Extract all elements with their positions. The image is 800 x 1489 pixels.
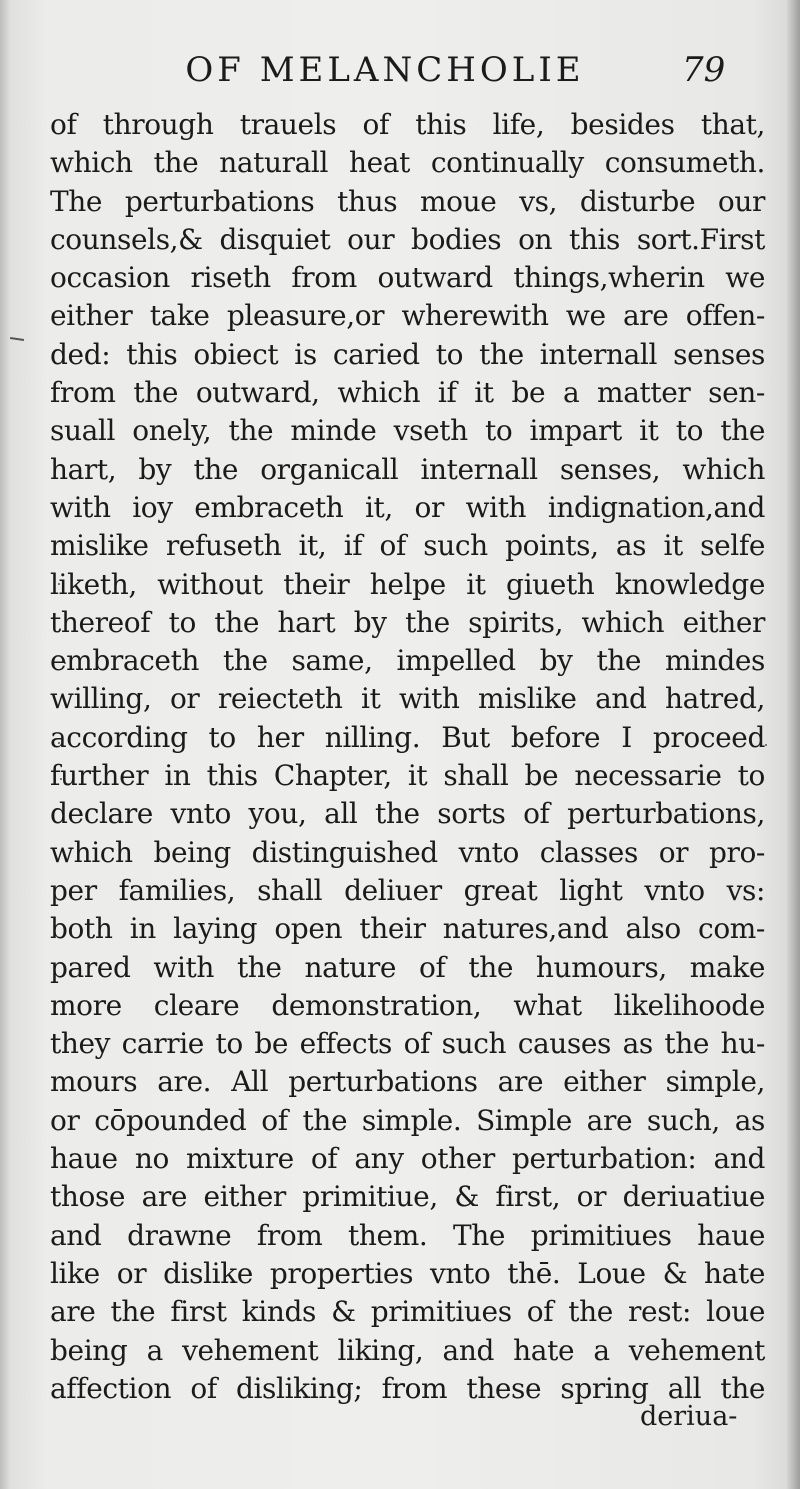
body-text bbox=[50, 106, 765, 1408]
text-line: those are either primitiue, & first, or deriuatiue bbox=[50, 1180, 765, 1214]
text-line: per families, shall deliuer great light vnto vs: bbox=[50, 873, 765, 907]
text-line: embraceth the same, impelled by the mindes bbox=[50, 644, 765, 678]
text-line: suall onely, the minde vseth to impart it to the bbox=[50, 414, 765, 448]
text-line: mours are. All perturbations are either simple, bbox=[50, 1065, 765, 1099]
text-line: ded: this obiect is caried to the internall senses bbox=[50, 337, 765, 371]
text-line: The perturbations thus moue vs, disturbe our bbox=[50, 184, 765, 218]
text-line: or cōpounded of the simple. Simple are such, as bbox=[50, 1103, 765, 1137]
text-line: counsels,& disquiet our bodies on this sort.First bbox=[50, 222, 765, 256]
text-line: willing, or reiecteth it with mislike and hatred, bbox=[50, 682, 765, 716]
text-line: mislike refuseth it, if of such points, as it selfe bbox=[50, 529, 765, 563]
text-line: pared with the nature of the humours, make bbox=[50, 950, 765, 984]
text-line: of through trauels of this life, besides that, bbox=[50, 108, 765, 141]
ink-speck bbox=[765, 744, 767, 746]
text-line: from the outward, which if it be a matter sen- bbox=[50, 376, 765, 410]
text-line: both in laying open their natures,and also com- bbox=[50, 912, 765, 946]
text-line: thereof to the hart by the spirits, which either bbox=[50, 605, 765, 639]
text-line: liketh, without their helpe it giueth knowledge bbox=[50, 567, 765, 601]
text-line: which the naturall heat continually consumeth. bbox=[50, 146, 765, 180]
text-line: which being distinguished vnto classes or pro- bbox=[50, 835, 765, 869]
text-line: more cleare demonstration, what likelihoode bbox=[50, 988, 765, 1022]
text-line: according to her nilling. But before I proceed bbox=[50, 720, 765, 754]
text-line: like or dislike properties vnto thē. Loue & hate bbox=[50, 1256, 765, 1290]
page-number: 79 bbox=[682, 50, 726, 90]
text-line: either take pleasure,or wherewith we are offen- bbox=[50, 299, 765, 333]
page-left-edge-shadow bbox=[0, 0, 10, 1489]
text-line: affection of disliking; from these spring all the bbox=[50, 1371, 765, 1405]
page-right-edge-shadow bbox=[786, 0, 800, 1489]
text-line: further in this Chapter, it shall be necessarie to bbox=[50, 759, 765, 793]
running-head: OF MELANCHOLIE bbox=[185, 50, 585, 90]
text-line: haue no mixture of any other perturbation: and bbox=[50, 1142, 765, 1176]
text-line: and drawne from them. The primitiues haue bbox=[50, 1218, 765, 1252]
text-line: being a vehement liking, and hate a vehement bbox=[50, 1333, 765, 1367]
margin-mark bbox=[10, 337, 24, 341]
text-line: occasion riseth from outward things,wherin we bbox=[50, 261, 765, 295]
text-line: they carrie to be effects of such causes as the hu- bbox=[50, 1027, 765, 1061]
text-line: are the first kinds & primitiues of the rest: loue bbox=[50, 1295, 765, 1329]
catchword: deriua- bbox=[640, 1401, 738, 1432]
page-header bbox=[0, 48, 800, 92]
text-line: hart, by the organicall internall senses, which bbox=[50, 452, 765, 486]
text-line: declare vnto you, all the sorts of perturbations, bbox=[50, 797, 765, 831]
text-line: with ioy embraceth it, or with indignation,and bbox=[50, 490, 765, 524]
